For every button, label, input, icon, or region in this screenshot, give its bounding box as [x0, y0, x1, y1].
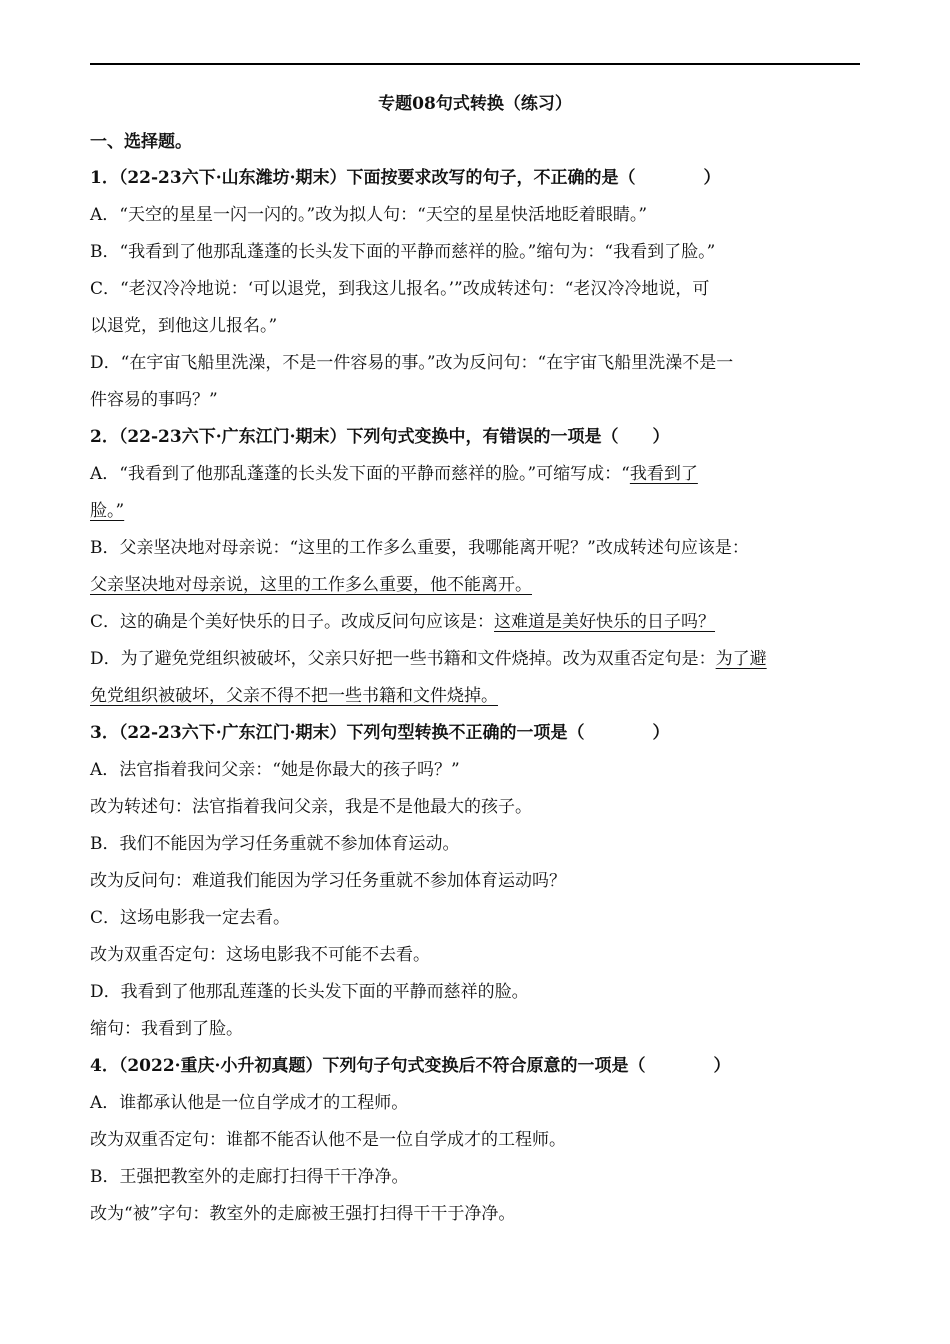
header-rule [90, 63, 860, 65]
question-1-stem: 1．（22-23六下·山东潍坊·期末）下面按要求改写的句子，不正确的是（ ） [90, 168, 721, 188]
page-title: 专题08句式转换（练习） [378, 94, 572, 114]
question-2-option-b: B．父亲坚决地对母亲说：“这里的工作多么重要，我哪能离开呢？”改成转述句应该是： [90, 538, 749, 558]
question-2-option-a [90, 456, 860, 493]
question-3-option-d: D．我看到了他那乱莲蓬的长头发下面的平静而慈祥的脸。 [90, 982, 529, 1002]
question-2-option-d [90, 641, 860, 678]
question-1-option-b: B．“我看到了他那乱蓬蓬的长头发下面的平静而慈祥的脸。”缩句为：“我看到了脸。” [90, 242, 716, 262]
question-2-option-c [90, 604, 860, 641]
option-text: D．为了避免党组织被破坏，父亲只好把一些书籍和文件烧掉。改为双重否定句是： [90, 649, 716, 669]
underlined-answer: 这难道是美好快乐的日子吗？ [494, 612, 716, 632]
question-4-stem: 4．（2022·重庆·小升初真题）下列句子句式变换后不符合原意的一项是（ ） [90, 1056, 731, 1076]
underlined-answer: 为了避 [715, 649, 767, 669]
question-3-option-a: A．法官指着我问父亲：“她是你最大的孩子吗？” [90, 760, 460, 780]
question-2-option-d-cont [90, 678, 860, 715]
underlined-answer: 脸。” [90, 501, 125, 521]
question-1-option-c: C．“老汉冷冷地说：‘可以退党，到我这儿报名。’”改成转述句：“老汉冷冷地说，可 [90, 279, 710, 299]
question-2-option-b-cont [90, 567, 860, 604]
document-body [90, 90, 860, 1233]
question-1-option-c-cont: 以退党，到他这儿报名。” [90, 316, 278, 336]
underlined-answer: 免党组织被破坏，父亲不得不把一些书籍和文件烧掉。 [90, 686, 498, 706]
question-3-option-a-result: 改为转述句：法官指着我问父亲，我是不是他最大的孩子。 [90, 797, 532, 817]
question-1-option-a: A．“天空的星星一闪一闪的。”改为拟人句：“天空的星星快活地眨着眼睛。” [90, 205, 648, 225]
question-3-option-c: C．这场电影我一定去看。 [90, 908, 291, 928]
question-2-option-a-cont [90, 493, 860, 530]
question-2-stem: 2．（22-23六下·广东江门·期末）下列句式变换中，有错误的一项是（ ） [90, 427, 670, 447]
question-4-option-a-result: 改为双重否定句：谁都不能否认他不是一位自学成才的工程师。 [90, 1130, 566, 1150]
underlined-answer: 我看到了 [629, 464, 698, 484]
question-4-option-b: B．王强把教室外的走廊打扫得干干净净。 [90, 1167, 409, 1187]
question-1-option-d-cont: 件容易的事吗？” [90, 390, 218, 410]
question-4-option-a: A．谁都承认他是一位自学成才的工程师。 [90, 1093, 409, 1113]
question-4-option-b-result: 改为“被”字句：教室外的走廊被王强打扫得干干于净净。 [90, 1204, 516, 1224]
underlined-answer: 父亲坚决地对母亲说，这里的工作多么重要，他不能离开。 [90, 575, 532, 595]
question-3-option-b: B．我们不能因为学习任务重就不参加体育运动。 [90, 834, 460, 854]
section-heading: 一、选择题。 [90, 132, 192, 152]
question-3-option-d-result: 缩句：我看到了脸。 [90, 1019, 243, 1039]
option-text: A．“我看到了他那乱蓬蓬的长头发下面的平静而慈祥的脸。”可缩写成：“ [90, 464, 630, 484]
question-3-option-c-result: 改为双重否定句：这场电影我不可能不去看。 [90, 945, 430, 965]
question-3-stem: 3．（22-23六下·广东江门·期末）下列句型转换不正确的一项是（ ） [90, 723, 670, 743]
question-3-option-b-result: 改为反问句：难道我们能因为学习任务重就不参加体育运动吗？ [90, 871, 566, 891]
option-text: C．这的确是个美好快乐的日子。改成反问句应该是： [90, 612, 495, 632]
question-1-option-d: D．“在宇宙飞船里洗澡，不是一件容易的事。”改为反问句：“在宇宙飞船里洗澡不是一 [90, 353, 734, 373]
